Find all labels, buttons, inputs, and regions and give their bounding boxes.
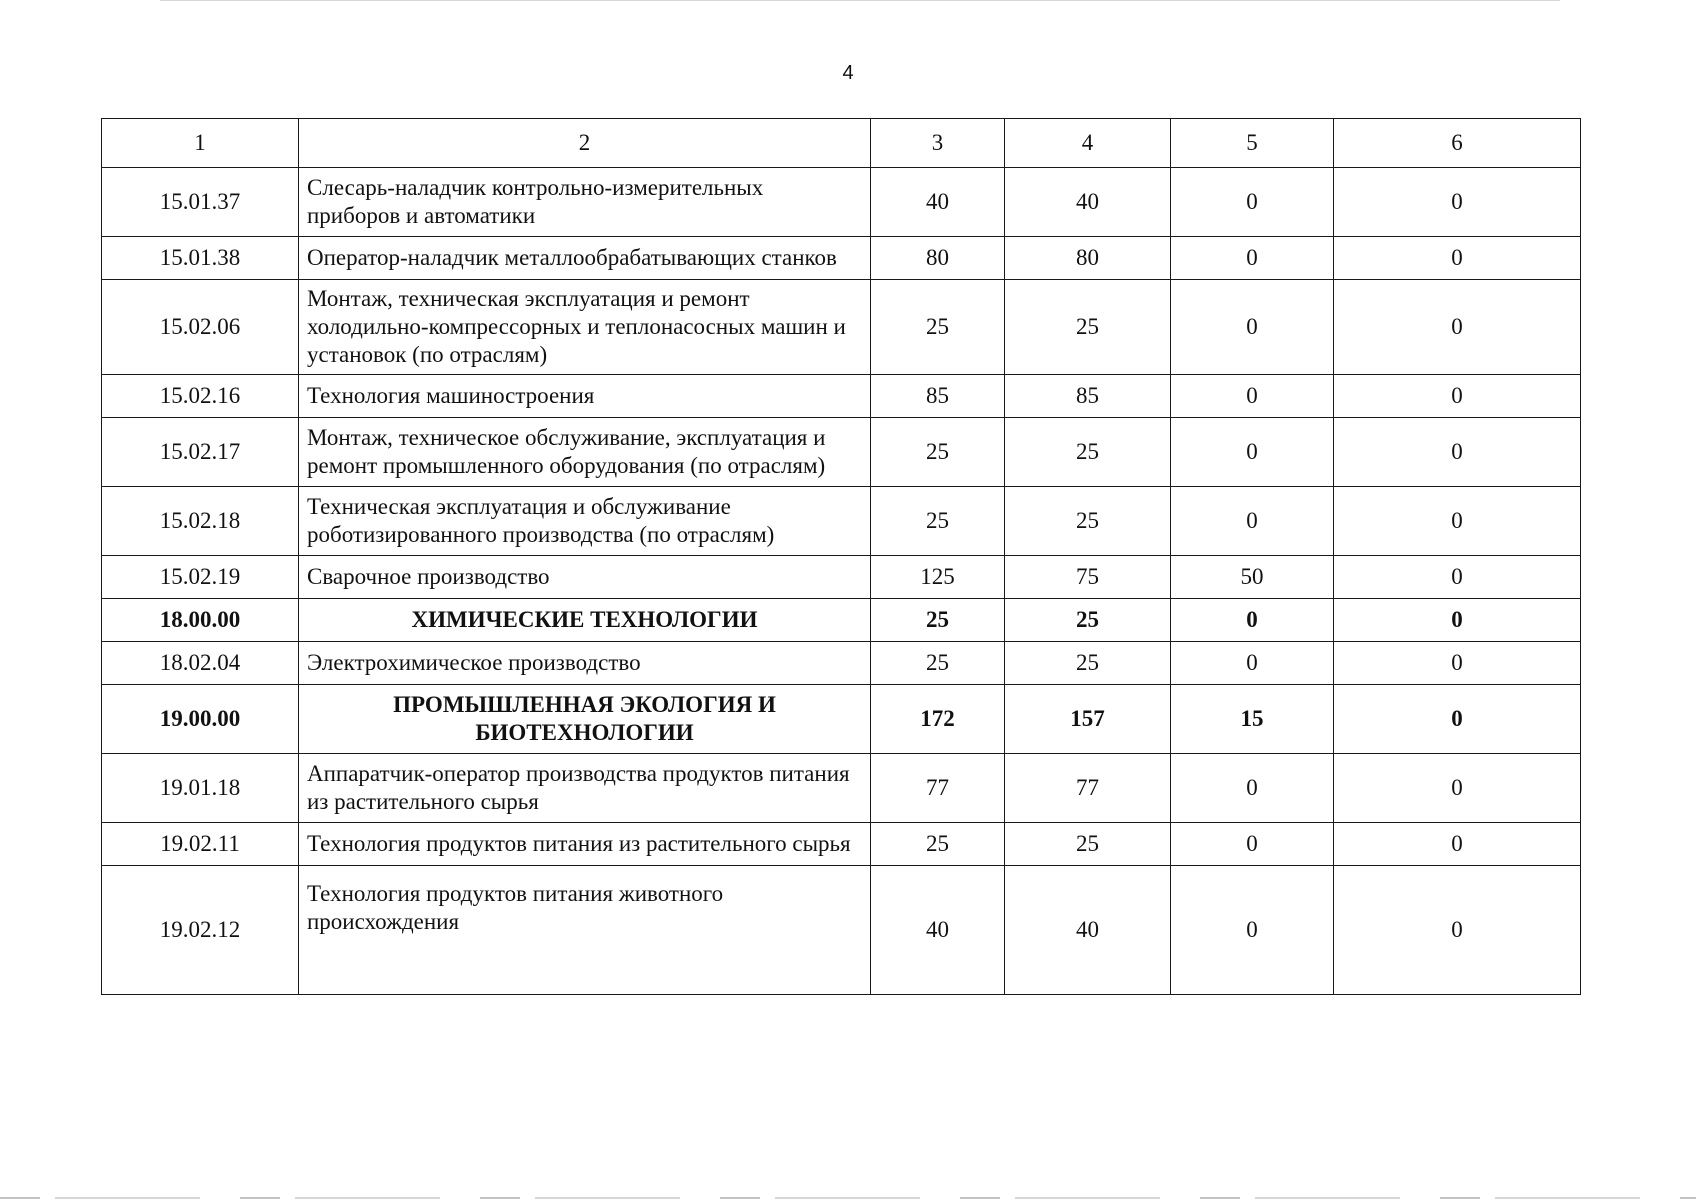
specialty-code-cell: 19.01.18 [102,754,299,823]
value-cell-col6: 0 [1334,280,1581,375]
value-cell-col6: 0 [1334,823,1581,866]
column-header: 6 [1334,119,1581,168]
value-cell-col3: 25 [871,823,1005,866]
table-row [102,866,1581,995]
value-cell-col3: 125 [871,556,1005,599]
scan-edge-top [160,0,1560,1]
specialty-code-cell: 15.02.19 [102,556,299,599]
value-cell-col6: 0 [1334,168,1581,237]
value-cell-col5: 0 [1171,642,1334,685]
value-cell-col4: 25 [1005,280,1171,375]
value-cell-col5: 50 [1171,556,1334,599]
specialty-code-cell: 19.00.00 [102,685,299,754]
value-cell-col4: 25 [1005,642,1171,685]
table-row [102,375,1581,418]
specialty-name-cell: Слесарь-наладчик контрольно-измерительных приборов и автоматики [299,168,871,237]
table-row [102,642,1581,685]
column-header: 3 [871,119,1005,168]
table-row [102,685,1581,754]
specialty-name-cell: ПРОМЫШЛЕННАЯ ЭКОЛОГИЯ И БИОТЕХНОЛОГИИ [299,685,871,754]
value-cell-col3: 25 [871,487,1005,556]
value-cell-col5: 0 [1171,866,1334,995]
specialty-name-cell: Оператор-наладчик металлообрабатывающих станков [299,237,871,280]
value-cell-col3: 25 [871,418,1005,487]
specialty-code-cell: 15.01.37 [102,168,299,237]
scan-edge-bottom [0,1197,1696,1199]
value-cell-col5: 0 [1171,823,1334,866]
value-cell-col5: 0 [1171,754,1334,823]
table-row [102,418,1581,487]
value-cell-col6: 0 [1334,556,1581,599]
value-cell-col5: 0 [1171,418,1334,487]
specialty-code-cell: 18.02.04 [102,642,299,685]
table-row [102,556,1581,599]
value-cell-col4: 80 [1005,237,1171,280]
value-cell-col3: 172 [871,685,1005,754]
value-cell-col4: 40 [1005,168,1171,237]
value-cell-col4: 40 [1005,866,1171,995]
value-cell-col4: 77 [1005,754,1171,823]
specialty-code-cell: 18.00.00 [102,599,299,642]
value-cell-col4: 25 [1005,823,1171,866]
value-cell-col4: 25 [1005,418,1171,487]
value-cell-col5: 0 [1171,487,1334,556]
column-header: 4 [1005,119,1171,168]
value-cell-col3: 40 [871,866,1005,995]
value-cell-col6: 0 [1334,487,1581,556]
specialty-code-cell: 15.02.17 [102,418,299,487]
table-row [102,754,1581,823]
value-cell-col5: 0 [1171,375,1334,418]
value-cell-col3: 77 [871,754,1005,823]
allocation-table [101,118,1581,995]
value-cell-col6: 0 [1334,375,1581,418]
value-cell-col3: 85 [871,375,1005,418]
column-header: 2 [299,119,871,168]
value-cell-col3: 80 [871,237,1005,280]
specialty-name-cell: ХИМИЧЕСКИЕ ТЕХНОЛОГИИ [299,599,871,642]
value-cell-col3: 25 [871,599,1005,642]
column-header: 1 [102,119,299,168]
value-cell-col4: 157 [1005,685,1171,754]
specialty-name-cell: Сварочное производство [299,556,871,599]
table-row [102,168,1581,237]
table-row [102,237,1581,280]
value-cell-col6: 0 [1334,418,1581,487]
specialty-code-cell: 19.02.12 [102,866,299,995]
table-row [102,599,1581,642]
value-cell-col3: 40 [871,168,1005,237]
value-cell-col5: 0 [1171,280,1334,375]
value-cell-col5: 15 [1171,685,1334,754]
value-cell-col4: 25 [1005,599,1171,642]
table-row [102,487,1581,556]
value-cell-col6: 0 [1334,237,1581,280]
column-header: 5 [1171,119,1334,168]
value-cell-col6: 0 [1334,642,1581,685]
value-cell-col6: 0 [1334,866,1581,995]
table-row [102,280,1581,375]
specialty-name-cell: Аппаратчик-оператор производства продуктов питания из растительного сырья [299,754,871,823]
value-cell-col5: 0 [1171,237,1334,280]
specialty-code-cell: 19.02.11 [102,823,299,866]
value-cell-col6: 0 [1334,685,1581,754]
specialty-code-cell: 15.01.38 [102,237,299,280]
value-cell-col3: 25 [871,642,1005,685]
value-cell-col5: 0 [1171,599,1334,642]
value-cell-col3: 25 [871,280,1005,375]
value-cell-col4: 85 [1005,375,1171,418]
specialty-name-cell: Технология продуктов питания животного происхождения [299,866,871,995]
value-cell-col6: 0 [1334,599,1581,642]
value-cell-col5: 0 [1171,168,1334,237]
value-cell-col6: 0 [1334,754,1581,823]
specialty-code-cell: 15.02.06 [102,280,299,375]
table-body [102,168,1581,995]
column-number-row [102,119,1581,168]
specialty-name-cell: Электрохимическое производство [299,642,871,685]
value-cell-col4: 75 [1005,556,1171,599]
table-row [102,823,1581,866]
specialty-name-cell: Технология продуктов питания из растительного сырья [299,823,871,866]
specialty-code-cell: 15.02.16 [102,375,299,418]
page-number: 4 [842,62,854,84]
specialty-name-cell: Технология машиностроения [299,375,871,418]
specialty-code-cell: 15.02.18 [102,487,299,556]
specialty-name-cell: Монтаж, техническое обслуживание, эксплуатация и ремонт промышленного оборудования (по отраслям) [299,418,871,487]
specialty-name-cell: Техническая эксплуатация и обслуживание роботизированного производства (по отраслям) [299,487,871,556]
specialty-name-cell: Монтаж, техническая эксплуатация и ремонт холодильно-компрессорных и теплонасосных машин и установок (по отраслям) [299,280,871,375]
value-cell-col4: 25 [1005,487,1171,556]
